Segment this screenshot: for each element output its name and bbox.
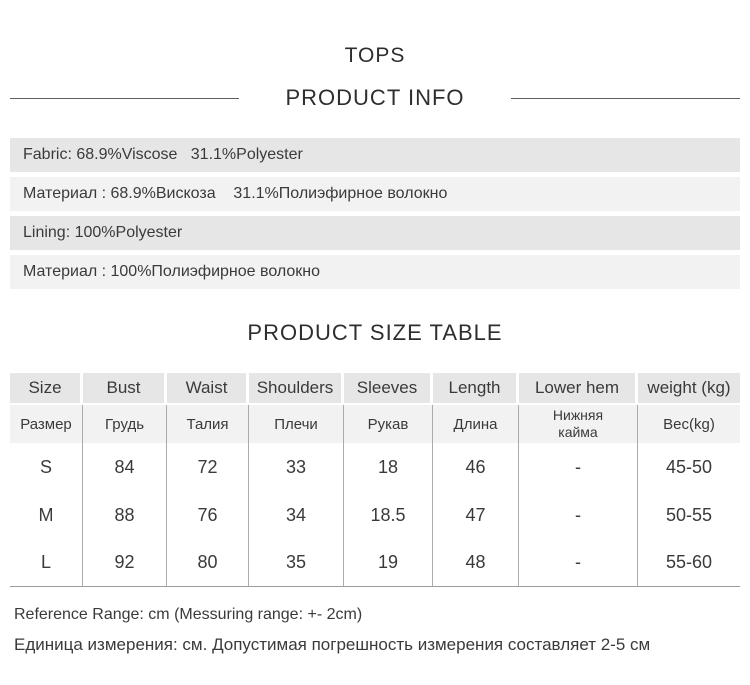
table-cell: 18.5 (344, 491, 433, 539)
table-cell: 92 (83, 539, 167, 587)
divider-right (511, 98, 740, 99)
table-header-cell: Length (433, 373, 519, 405)
table-header-cell: Sleeves (344, 373, 433, 405)
page-title: TOPS (344, 44, 406, 67)
table-header-cell: Lower hem (519, 373, 638, 405)
footer-reference-note: Reference Range: cm (Messuring range: +- 2cm) (14, 606, 363, 623)
header-row-ru (10, 405, 740, 443)
size-table-heading: PRODUCT SIZE TABLE (247, 320, 503, 345)
table-cell: - (519, 539, 638, 587)
table-cell: 19 (344, 539, 433, 587)
table-header-cell: Талия (167, 405, 249, 443)
footer-units-note: Единица измерения: см. Допустимая погрешность измерения составляет 2-5 см (14, 635, 651, 654)
fabric-info-row: Материал : 68.9%Вискоза 31.1%Полиэфирное волокно (10, 177, 740, 211)
table-cell: 88 (83, 491, 167, 539)
table-cell: 46 (433, 443, 519, 491)
size-row-s (10, 443, 740, 491)
table-cell: 72 (167, 443, 249, 491)
table-header-cell-label: Нижняя кайма (552, 406, 604, 440)
fabric-info-row: Fabric: 68.9%Viscose 31.1%Polyester (10, 138, 740, 172)
table-cell: 80 (167, 539, 249, 587)
product-info-heading: PRODUCT INFO (285, 85, 465, 110)
table-cell: 84 (83, 443, 167, 491)
table-header-cell: weight (kg) (638, 373, 740, 405)
table-header-cell: Плечи (249, 405, 344, 443)
table-cell: 76 (167, 491, 249, 539)
table-cell: S (10, 443, 83, 491)
size-table-heading-row (0, 320, 750, 346)
table-header-cell: Bust (83, 373, 167, 405)
table-header-cell: Shoulders (249, 373, 344, 405)
table-cell: 47 (433, 491, 519, 539)
table-header-cell: Вес(kg) (638, 405, 740, 443)
size-row-m (10, 491, 740, 539)
table-cell: 18 (344, 443, 433, 491)
divider-left (10, 98, 239, 99)
table-cell: - (519, 443, 638, 491)
table-cell: M (10, 491, 83, 539)
table-cell: 50-55 (638, 491, 740, 539)
fabric-info-row: Lining: 100%Polyester (10, 216, 740, 250)
table-header-cell (519, 405, 638, 443)
table-cell: 34 (249, 491, 344, 539)
table-header-cell: Грудь (83, 405, 167, 443)
table-cell: 45-50 (638, 443, 740, 491)
table-cell: 35 (249, 539, 344, 587)
table-cell: 33 (249, 443, 344, 491)
fabric-info-list (10, 138, 740, 289)
table-cell: 55-60 (638, 539, 740, 587)
fabric-info-row: Материал : 100%Полиэфирное волокно (10, 255, 740, 289)
table-cell: - (519, 491, 638, 539)
table-header-cell: Рукав (344, 405, 433, 443)
table-header-cell: Длина (433, 405, 519, 443)
table-header-cell: Размер (10, 405, 83, 443)
table-cell: 48 (433, 539, 519, 587)
table-header-cell: Waist (167, 373, 249, 405)
size-row-l (10, 539, 740, 587)
table-header-cell: Size (10, 373, 83, 405)
table-cell: L (10, 539, 83, 587)
size-table (10, 373, 740, 587)
header-row-en (10, 373, 740, 405)
product-info-heading-row (10, 84, 740, 112)
